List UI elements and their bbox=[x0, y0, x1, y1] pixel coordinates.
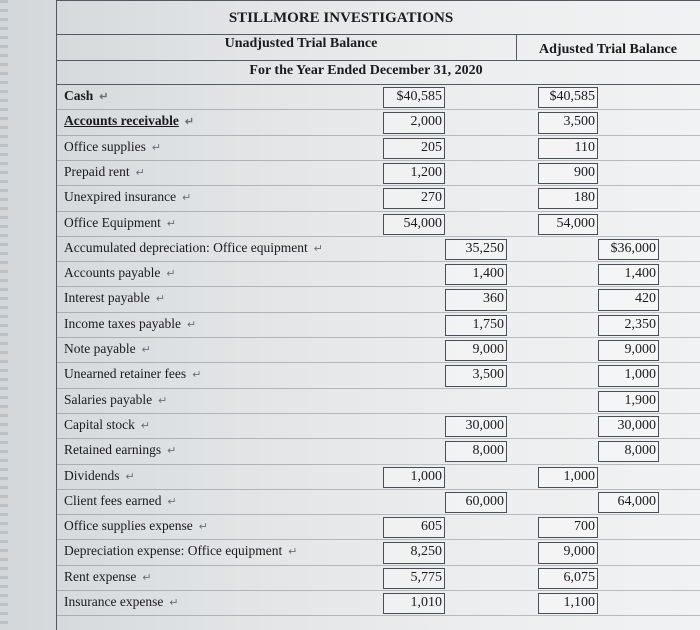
paragraph-mark-icon: ↵ bbox=[135, 166, 145, 179]
adjusted-credit-cell: 64,000 bbox=[617, 493, 656, 509]
trial-balance-worksheet bbox=[56, 0, 700, 630]
adjusted-debit-cell: 110 bbox=[574, 139, 595, 155]
account-name-text: Capital stock bbox=[64, 416, 135, 432]
paragraph-mark-icon: ↵ bbox=[184, 116, 195, 129]
paragraph-mark-icon: ↵ bbox=[99, 91, 109, 103]
row-divider bbox=[56, 312, 700, 313]
adjusted-credit-cell: 1,000 bbox=[624, 367, 656, 383]
row-divider bbox=[56, 236, 700, 237]
account-name-text: Office Equipment bbox=[64, 214, 161, 230]
adjusted-debit-cell: $40,585 bbox=[549, 89, 595, 104]
account-name-text: Salaries payable bbox=[64, 391, 153, 407]
paragraph-mark-icon: ↵ bbox=[125, 470, 135, 483]
adjusted-trial-balance-title: Adjusted Trial Balance bbox=[539, 42, 677, 57]
row-divider bbox=[56, 337, 700, 338]
row-divider bbox=[56, 362, 700, 363]
row-divider bbox=[56, 615, 700, 616]
row-divider bbox=[56, 185, 700, 186]
account-name bbox=[64, 164, 145, 180]
adjusted-credit-cell: 1,400 bbox=[624, 266, 656, 282]
unadjusted-credit-cell: 60,000 bbox=[465, 493, 504, 509]
paragraph-mark-icon: ↵ bbox=[166, 268, 176, 281]
adjusted-credit-cell: 1,900 bbox=[624, 392, 656, 408]
account-name-text: Accumulated depreciation: Office equipment bbox=[64, 239, 308, 255]
row-divider bbox=[56, 135, 700, 136]
grid-line bbox=[56, 84, 700, 85]
adjusted-credit-cell: 9,000 bbox=[624, 342, 656, 357]
unadjusted-debit-cell: 2,000 bbox=[410, 114, 442, 130]
row-divider bbox=[56, 514, 700, 515]
paragraph-mark-icon: ↵ bbox=[313, 242, 323, 255]
account-name bbox=[64, 366, 201, 382]
account-name-text: Note payable bbox=[64, 341, 136, 356]
unadjusted-credit-cell: 1,750 bbox=[472, 316, 504, 332]
paragraph-mark-icon: ↵ bbox=[141, 344, 151, 356]
unadjusted-trial-balance-title: Unadjusted Trial Balance bbox=[224, 36, 378, 51]
account-name bbox=[64, 543, 298, 559]
account-name bbox=[64, 442, 176, 458]
account-name-text: Depreciation expense: Office equipment bbox=[64, 543, 283, 559]
account-name-text: Office supplies expense bbox=[64, 518, 193, 534]
account-name bbox=[64, 341, 151, 357]
unadjusted-credit-cell: 1,400 bbox=[472, 266, 504, 282]
paragraph-mark-icon: ↵ bbox=[140, 419, 151, 432]
adjusted-debit-cell: 1,000 bbox=[563, 468, 595, 484]
grid-line bbox=[56, 34, 700, 35]
row-divider bbox=[56, 590, 700, 591]
row-divider bbox=[56, 109, 700, 110]
account-name bbox=[64, 88, 108, 104]
row-divider bbox=[56, 261, 700, 262]
account-name bbox=[64, 392, 167, 408]
adjusted-debit-cell: 3,500 bbox=[563, 114, 595, 130]
adjusted-debit-cell: 6,075 bbox=[563, 569, 595, 585]
grid-line bbox=[516, 34, 517, 60]
paragraph-mark-icon: ↵ bbox=[167, 495, 177, 508]
unadjusted-debit-cell: 205 bbox=[421, 139, 442, 155]
unadjusted-debit-cell: 54,000 bbox=[403, 215, 442, 231]
account-name bbox=[64, 417, 150, 433]
adjusted-credit-cell: 420 bbox=[635, 291, 656, 307]
account-name bbox=[64, 316, 196, 332]
grid-line bbox=[56, 0, 700, 1]
row-divider bbox=[56, 438, 700, 439]
adjusted-debit-cell: 1,100 bbox=[563, 595, 595, 610]
account-name-text: Cash bbox=[64, 88, 94, 103]
account-name-text: Dividends bbox=[64, 467, 120, 483]
unadjusted-debit-cell: 605 bbox=[421, 519, 442, 535]
adjusted-debit-cell: 900 bbox=[574, 164, 595, 180]
row-divider bbox=[56, 565, 700, 566]
paragraph-mark-icon: ↵ bbox=[186, 318, 197, 331]
grid-line bbox=[56, 0, 57, 630]
paragraph-mark-icon: ↵ bbox=[182, 192, 192, 205]
unadjusted-debit-cell: 8,250 bbox=[410, 544, 442, 560]
account-name-text: Retained earnings bbox=[64, 442, 162, 458]
adjusted-credit-cell: 30,000 bbox=[617, 417, 656, 433]
unadjusted-debit-cell: 1,200 bbox=[410, 164, 442, 180]
unadjusted-credit-cell: 35,250 bbox=[465, 240, 504, 256]
account-name-text: Accounts receivable bbox=[64, 113, 179, 129]
unadjusted-credit-cell: 8,000 bbox=[472, 443, 504, 459]
paragraph-mark-icon: ↵ bbox=[167, 445, 177, 458]
account-name bbox=[64, 139, 161, 155]
adjusted-debit-cell: 54,000 bbox=[556, 215, 595, 231]
account-name-text: Insurance expense bbox=[64, 594, 164, 609]
row-divider bbox=[56, 388, 700, 389]
paragraph-mark-icon: ↵ bbox=[155, 293, 166, 306]
adjusted-debit-cell: 700 bbox=[574, 519, 595, 535]
account-name-text: Unexpired insurance bbox=[64, 189, 177, 205]
account-name bbox=[64, 215, 176, 231]
account-name-text: Office supplies bbox=[64, 138, 146, 154]
account-name bbox=[64, 189, 191, 205]
paragraph-mark-icon: ↵ bbox=[192, 369, 202, 382]
adjusted-debit-cell: 180 bbox=[574, 190, 595, 206]
paragraph-mark-icon: ↵ bbox=[288, 546, 298, 559]
account-name bbox=[64, 518, 208, 534]
unadjusted-debit-cell: $40,585 bbox=[396, 89, 442, 104]
account-name-text: Client fees earned bbox=[64, 492, 162, 508]
unadjusted-debit-cell: 1,000 bbox=[410, 468, 442, 484]
period-title: For the Year Ended December 31, 2020 bbox=[249, 63, 483, 78]
paragraph-mark-icon: ↵ bbox=[166, 217, 177, 230]
unadjusted-debit-cell: 5,775 bbox=[410, 569, 442, 585]
unadjusted-debit-cell: 1,010 bbox=[410, 595, 442, 610]
row-divider bbox=[56, 160, 700, 161]
adjusted-credit-cell: $36,000 bbox=[610, 240, 656, 256]
unadjusted-credit-cell: 360 bbox=[483, 291, 504, 307]
paragraph-mark-icon: ↵ bbox=[169, 597, 179, 609]
adjusted-debit-cell: 9,000 bbox=[563, 544, 595, 560]
unadjusted-credit-cell: 3,500 bbox=[472, 367, 504, 383]
account-name bbox=[64, 265, 176, 281]
account-name bbox=[64, 493, 177, 509]
paragraph-mark-icon: ↵ bbox=[142, 571, 152, 584]
account-name bbox=[64, 594, 179, 610]
row-divider bbox=[56, 286, 700, 287]
account-name-text: Accounts payable bbox=[64, 265, 161, 281]
row-divider bbox=[56, 211, 700, 212]
paragraph-mark-icon: ↵ bbox=[198, 521, 208, 534]
row-divider bbox=[56, 489, 700, 490]
account-name bbox=[64, 240, 323, 256]
unadjusted-credit-cell: 9,000 bbox=[472, 342, 504, 357]
account-name bbox=[64, 290, 165, 306]
account-name bbox=[64, 113, 194, 129]
account-name bbox=[64, 569, 152, 585]
account-name-text: Income taxes payable bbox=[64, 315, 181, 331]
account-name-text: Rent expense bbox=[64, 568, 137, 584]
page-edge-texture bbox=[0, 0, 8, 630]
paragraph-mark-icon: ↵ bbox=[151, 141, 162, 154]
account-name-text: Interest payable bbox=[64, 290, 150, 306]
unadjusted-debit-cell: 270 bbox=[421, 190, 442, 206]
adjusted-credit-cell: 2,350 bbox=[624, 316, 656, 332]
unadjusted-credit-cell: 30,000 bbox=[465, 417, 504, 433]
adjusted-credit-cell: 8,000 bbox=[624, 443, 656, 459]
account-name-text: Prepaid rent bbox=[64, 163, 130, 179]
grid-line bbox=[56, 60, 700, 61]
account-name bbox=[64, 468, 135, 484]
paragraph-mark-icon: ↵ bbox=[158, 394, 168, 407]
account-name-text: Unearned retainer fees bbox=[64, 366, 187, 382]
row-divider bbox=[56, 539, 700, 540]
row-divider bbox=[56, 413, 700, 414]
company-title: STILLMORE INVESTIGATIONS bbox=[228, 10, 454, 26]
row-divider bbox=[56, 464, 700, 465]
